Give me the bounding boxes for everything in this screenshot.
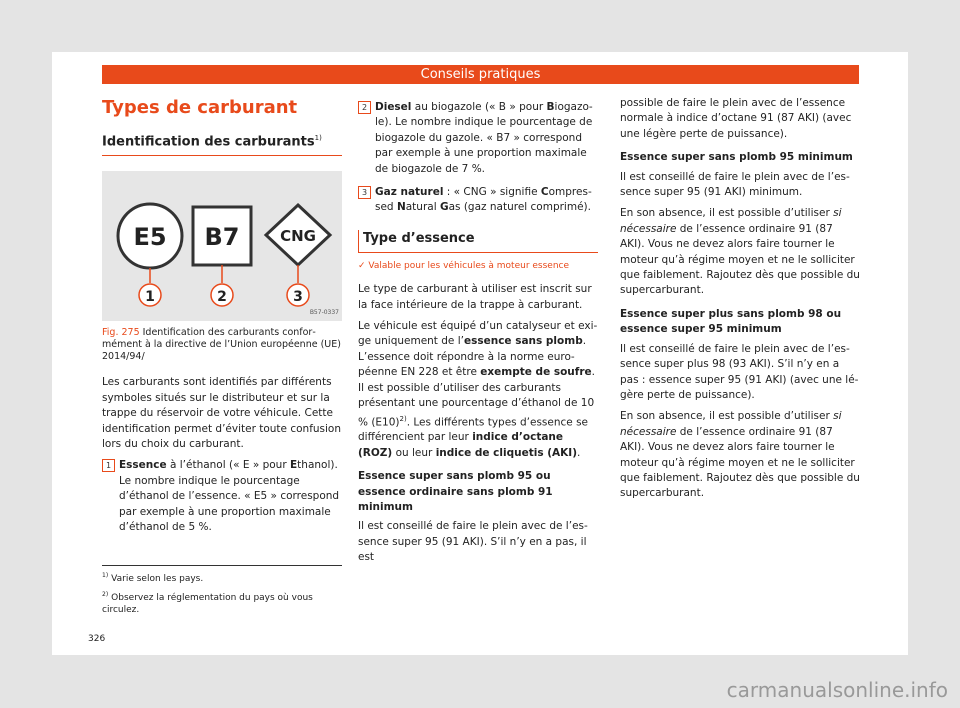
cng-label: CNG [280,227,316,246]
page-number: 326 [88,634,106,644]
footnotes [102,565,342,620]
paragraph: Le véhicule est équipé d’un catalyseur et exige uniquement de l’essence sans plomb. L’essence doit répondre à la norme européenne EN 228 et être exempte de soufre. Il est possible d’utiliser des carburants présentant une pourcentage d’éthanol de 10 % $(E10)^{2)}$. Les différents types d’essence se différencient par leur indice d’octane (ROZ) ou leur indice de cliquetis (AKI). [358,320,598,459]
fuel-item-1: 1 Essence à l’éthanol (« E » pour Ethanol). Le nombre indique le pourcentage d’éthanol de l’essence. « E5 » correspond par exemple à une proportion maximale d’éthanol de 5 %. [102,458,342,535]
paragraph: Il est conseillé de faire le plein avec de l’essence super 95 (91 AKI). S’il n’y en a pas, il est [358,520,588,564]
middle-column [358,96,598,572]
figure-number: Fig. 275 [102,327,140,339]
svg-text:3: 3 [293,289,303,306]
section-heading-essence: Type d’essence [358,230,598,253]
fuel-identification-figure [102,171,342,321]
left-column [102,96,342,543]
fuel-item-2: 2 Diesel au biogazole (« B » pour Biogazole). Le nombre indique le pourcentage de biogazole du gazole. « B7 » correspond par exemple à une proportion maximale de biogazole de 7 %. [358,100,598,177]
paragraph: possible de faire le plein avec de l’essence normale à indice d’octane 91 (87 AKI) (avec une légère perte de puissance). [620,97,852,140]
item-number-badge: 3 [358,186,371,199]
section-header: Conseils pratiques [102,65,859,84]
paragraph: En son absence, il est possible d’utiliser si nécessaire de l’essence ordinaire 91 (87 AKI). Vous ne devez alors faire tourner le moteur qu’à régime moyen et ne le solliciter que faiblement. Rajoutez dès que possible du supercarburant. [620,207,860,297]
svg-text:2: 2 [217,289,227,306]
paragraph: En son absence, il est possible d’utiliser si nécessaire de l’essence ordinaire 91 (87 AKI). Vous ne devez alors faire tourner le moteur qu’à régime moyen et ne le solliciter que faiblement. Rajoutez dès que possible du supercarburant. [620,410,860,500]
paragraph: Il est conseillé de faire le plein avec de l’essence super 95 (91 AKI) minimum. [620,170,850,199]
figure-caption: Fig. 275 Identification des carburants conformément à la directive de l’Union européenne (UE) 2014/94/ [102,327,341,363]
footnote-1: $^{1)}$ Varie selon les pays. [102,572,204,584]
checkmark-icon: ✓ [358,260,366,271]
section-heading: Identification des carburants$^{1)}$ [102,130,342,156]
paragraph: Il est conseillé de faire le plein avec de l’essence super plus 98 (93 AKI). S’il n’y en a pas : essence super 95 (91 AKI) (avec une légère perte de puissance). [620,342,859,401]
figure-code: B57-0337 [309,308,339,316]
right-column [620,96,860,508]
svg-text:1: 1 [145,289,155,306]
fuel-item-3: 3 Gaz naturel : « CNG » signifie Compressed Natural Gas (gaz naturel comprimé). [358,185,598,216]
footnote-ref: 1) [314,134,322,142]
applicability-note: ✓ Valable pour les véhicules à moteur essence [358,260,570,271]
intro-paragraph: Les carburants sont identifiés par différents symboles situés sur le distributeur et sur la trappe du réservoir de votre véhicule. Cette identification permet d’éviter toute confusion lors du choix du carburant. [102,376,342,450]
footnote-2: $^{2)}$ Observez la réglementation du pays où vous circulez. [102,591,313,615]
item-number-badge: 1 [102,459,115,472]
subheading: Essence super plus sans plomb 98 ou essence super 95 minimum [620,307,842,336]
b7-label: B7 [204,223,240,252]
subheading: Essence super sans plomb 95 ou essence ordinaire sans plomb 91 minimum [358,470,553,514]
item-number-badge: 2 [358,101,371,114]
paragraph: Le type de carburant à utiliser est inscrit sur la face intérieure de la trappe à carburant. [358,283,592,311]
page-title: Types de carburant [102,97,298,118]
fuel-symbols-illustration [102,171,342,321]
watermark: carmanualsonline.info [726,678,948,702]
subheading: Essence super sans plomb 95 minimum [620,151,853,164]
e5-label: E5 [133,223,167,252]
